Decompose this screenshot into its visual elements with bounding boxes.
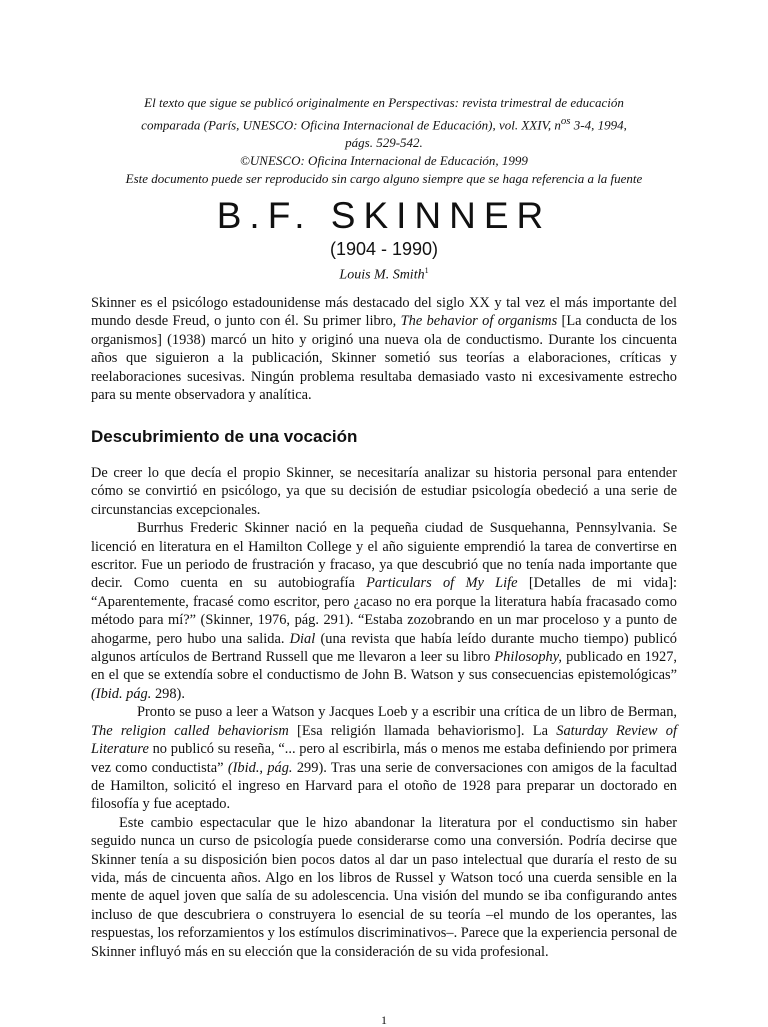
intro-text: [La conducta de los organismos] (1938) marcó un hito y originó una nueva ola de conductismo. Durante los cincuenta años que siguieron a la publicación, Skinner sometió sus teorías a elaboraciones, críticas y reelaboraciones sucesivas. Ningún problema resultaba demasiado vasto ni excesivamente estrecho para su mente observadora y analítica. bbox=[91, 313, 677, 404]
publication-note bbox=[91, 94, 677, 188]
book-title: Philosophy, bbox=[494, 649, 562, 666]
section-body bbox=[91, 464, 677, 961]
publication-note-line: págs. 529-542. bbox=[345, 135, 423, 151]
citation: (Ibid. pág. bbox=[91, 685, 152, 702]
book-title: The religion called behaviorism bbox=[91, 722, 289, 739]
publication-note-text: comparada (París, UNESCO: Oficina Internacional de Educación), vol. XXIV, n bbox=[141, 117, 561, 133]
footnote-mark: 1 bbox=[424, 266, 429, 275]
page-number: 1 bbox=[381, 1013, 387, 1027]
intro-paragraph bbox=[91, 294, 677, 404]
body-text: [Detalles de mi vida]: “Aparentemente, fracasé como escritor, pero ¿acaso no era porque la literatura había fracasado como método para mí?” (Skinner, 1976, pág. 291). “Estaba zozobrando en un mar proceloso y a punto de ahogarme, pero hubo una salida. bbox=[91, 575, 677, 647]
book-title: Particulars of My Life bbox=[366, 575, 518, 592]
intro-text: Skinner es el psicólogo estadounidense más destacado del siglo XX y tal vez el más importante del mundo desde Freud, o junto con él. Su primer libro, bbox=[91, 295, 677, 330]
body-text: publicado en 1927, en el que se extendía sobre el conductismo de John B. Watson y sus consecuencias epistemológicas” bbox=[91, 649, 677, 684]
body-text: Pronto se puso a leer a Watson y Jacques Loeb y a escribir una crítica de un libro de Berman, bbox=[137, 704, 677, 721]
publication-note-line: El texto que sigue se publicó originalmente en Perspectivas: revista trimestral de educación bbox=[144, 95, 624, 110]
body-paragraph: De creer lo que decía el propio Skinner, se necesitaría analizar su historia personal para entender cómo se convirtió en psicólogo, ya que su decisión de estudiar psicología obedeció a una serie de circunstancias excepcionales. bbox=[91, 465, 677, 518]
life-dates: (1904 - 1990) bbox=[329, 239, 439, 259]
number-superscript: os bbox=[560, 115, 571, 127]
magazine-title: Dial bbox=[289, 630, 316, 647]
body-text: Burrhus Frederic Skinner nació en la pequeña ciudad de Susquehanna, Pennsylvania. Se licenció en literatura en el Hamilton College y el año siguiente emprendió la tarea de convertirse en escritor. Fue un periodo de frustración y fracaso, ya que descubrió que no tenía nada importante que decir. Como cuenta en su autobiografía bbox=[91, 520, 677, 592]
body-paragraph: Este cambio espectacular que le hizo abandonar la literatura por el conductismo sin haber seguido nunca un curso de psicología puede considerarse como una conversión. Podría decirse que Skinner tenía a su disposición bien pocos datos al dar un paso intelectual que duraría el resto de su vida, más de cincuenta años. Algo en los libros de Russel y Watson tocó una cuerda sensible en la mente de aquel joven que salía de su adolescencia. Una visión del mundo se iba configurando antes incluso de que descubriera o construyera lo esencial de su teoría –el mundo de los operantes, las respuestas, los reforzamientos y los estímulos discriminativos–. Parece que la experiencia personal de Skinner influyó más en su elección que la consideración de su vida profesional. bbox=[91, 814, 677, 960]
section-heading: Descubrimiento de una vocación bbox=[91, 427, 358, 446]
body-text: no publicó su reseña, “... pero al escribirla, más o menos me estaba definiendo por primera vez como conductista” bbox=[91, 741, 677, 776]
body-text: 299). Tras una serie de conversaciones con amigos de la facultad de Hamilton, solicitó el ingreso en Harvard para el otoño de 1928 para preparar un doctorado en filosofía y fue aceptado. bbox=[91, 759, 677, 813]
author-name: Louis M. Smith bbox=[339, 267, 425, 283]
copyright-line: ©UNESCO: Oficina Internacional de Educación, 1999 bbox=[240, 153, 528, 169]
book-title: The behavior of organisms bbox=[400, 313, 558, 330]
reproduction-note: Este documento puede ser reproducido sin cargo alguno siempre que se haga referencia a la fuente bbox=[125, 171, 643, 187]
citation: (Ibid., pág. bbox=[227, 759, 293, 776]
body-text: [Esa religión llamada behaviorismo]. La bbox=[288, 722, 557, 739]
publication-note-text: 3-4, 1994, bbox=[570, 117, 627, 133]
body-paragraph bbox=[91, 703, 677, 813]
author-line bbox=[91, 262, 677, 285]
body-paragraph bbox=[91, 519, 677, 703]
publication-note-line bbox=[91, 112, 677, 134]
body-text: (una revista que había leído durante mucho tiempo) publicó algunos artículos de Bertrand Russell que me llevaron a leer su libro bbox=[91, 630, 677, 666]
magazine-title: Saturday Review of Literature bbox=[91, 722, 677, 758]
body-text: 298). bbox=[151, 685, 185, 702]
document-title: B.F. SKINNER bbox=[216, 195, 552, 236]
